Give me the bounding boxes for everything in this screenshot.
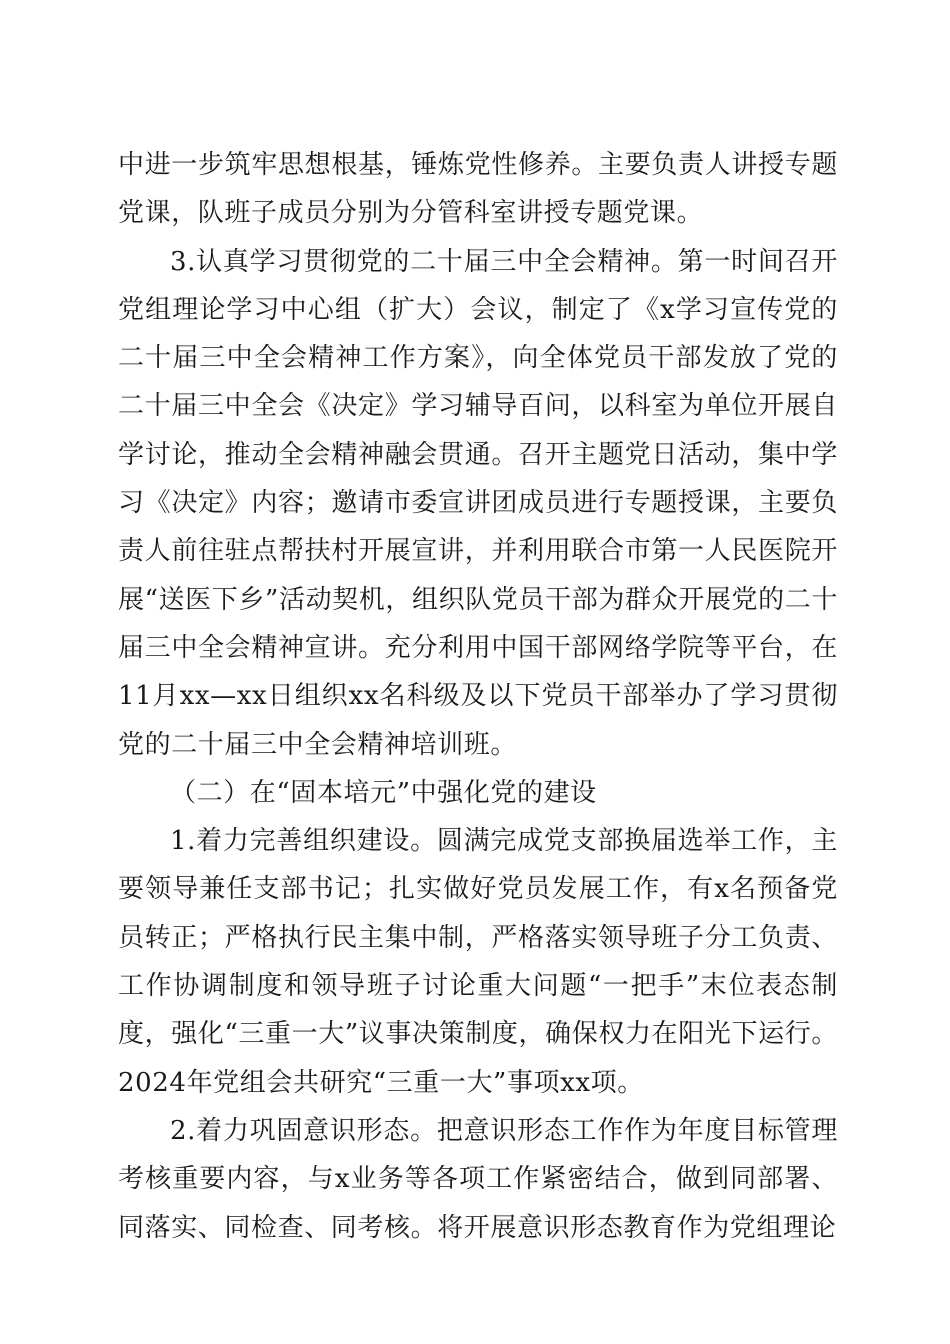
document-body xyxy=(118,141,838,1252)
paragraph-item-1-organization: 1.着力完善组织建设。圆满完成党支部换届选举工作，主要领导兼任支部书记；扎实做好党员发展工作，有x名预备党员转正；严格执行民主集中制，严格落实领导班子分工负责、工作协调制度和领导班子讨论重大问题“一把手”末位表态制度，强化“三重一大”议事决策制度，确保权力在阳光下运行。2024年党组会共研究“三重一大”事项xx项。 xyxy=(118,826,838,1098)
section-heading-party-building: （二）在“固本培元”中强化党的建设 xyxy=(170,777,597,808)
paragraph-item-3-study-plenary: 3.认真学习贯彻党的二十届三中全会精神。第一时间召开党组理论学习中心组（扩大）会议，制定了《x学习宣传党的二十届三中全会精神工作方案》，向全体党员干部发放了党的二十届三中全会《决定》学习辅导百问，以科室为单位开展自学讨论，推动全会精神融会贯通。召开主题党日活动，集中学习《决定》内容；邀请市委宣讲团成员进行专题授课，主要负责人前往驻点帮扶村开展宣讲，并利用联合市第一人民医院开展“送医下乡”活动契机，组织队党员干部为群众开展党的二十届三中全会精神宣讲。充分利用中国干部网络学院等平台，在11月xx—xx日组织xx名科级及以下党员干部举办了学习贯彻党的二十届三中全会精神培训班。 xyxy=(118,246,838,760)
paragraph-continuation: 中进一步筑牢思想根基，锤炼党性修养。主要负责人讲授专题党课，队班子成员分别为分管科室讲授专题党课。 xyxy=(118,150,838,229)
paragraph-item-2-ideology: 2.着力巩固意识形态。把意识形态工作作为年度目标管理考核重要内容，与x业务等各项工作紧密结合，做到同部署、同落实、同检查、同考核。将开展意识形态教育作为党组理论 xyxy=(118,1115,838,1243)
